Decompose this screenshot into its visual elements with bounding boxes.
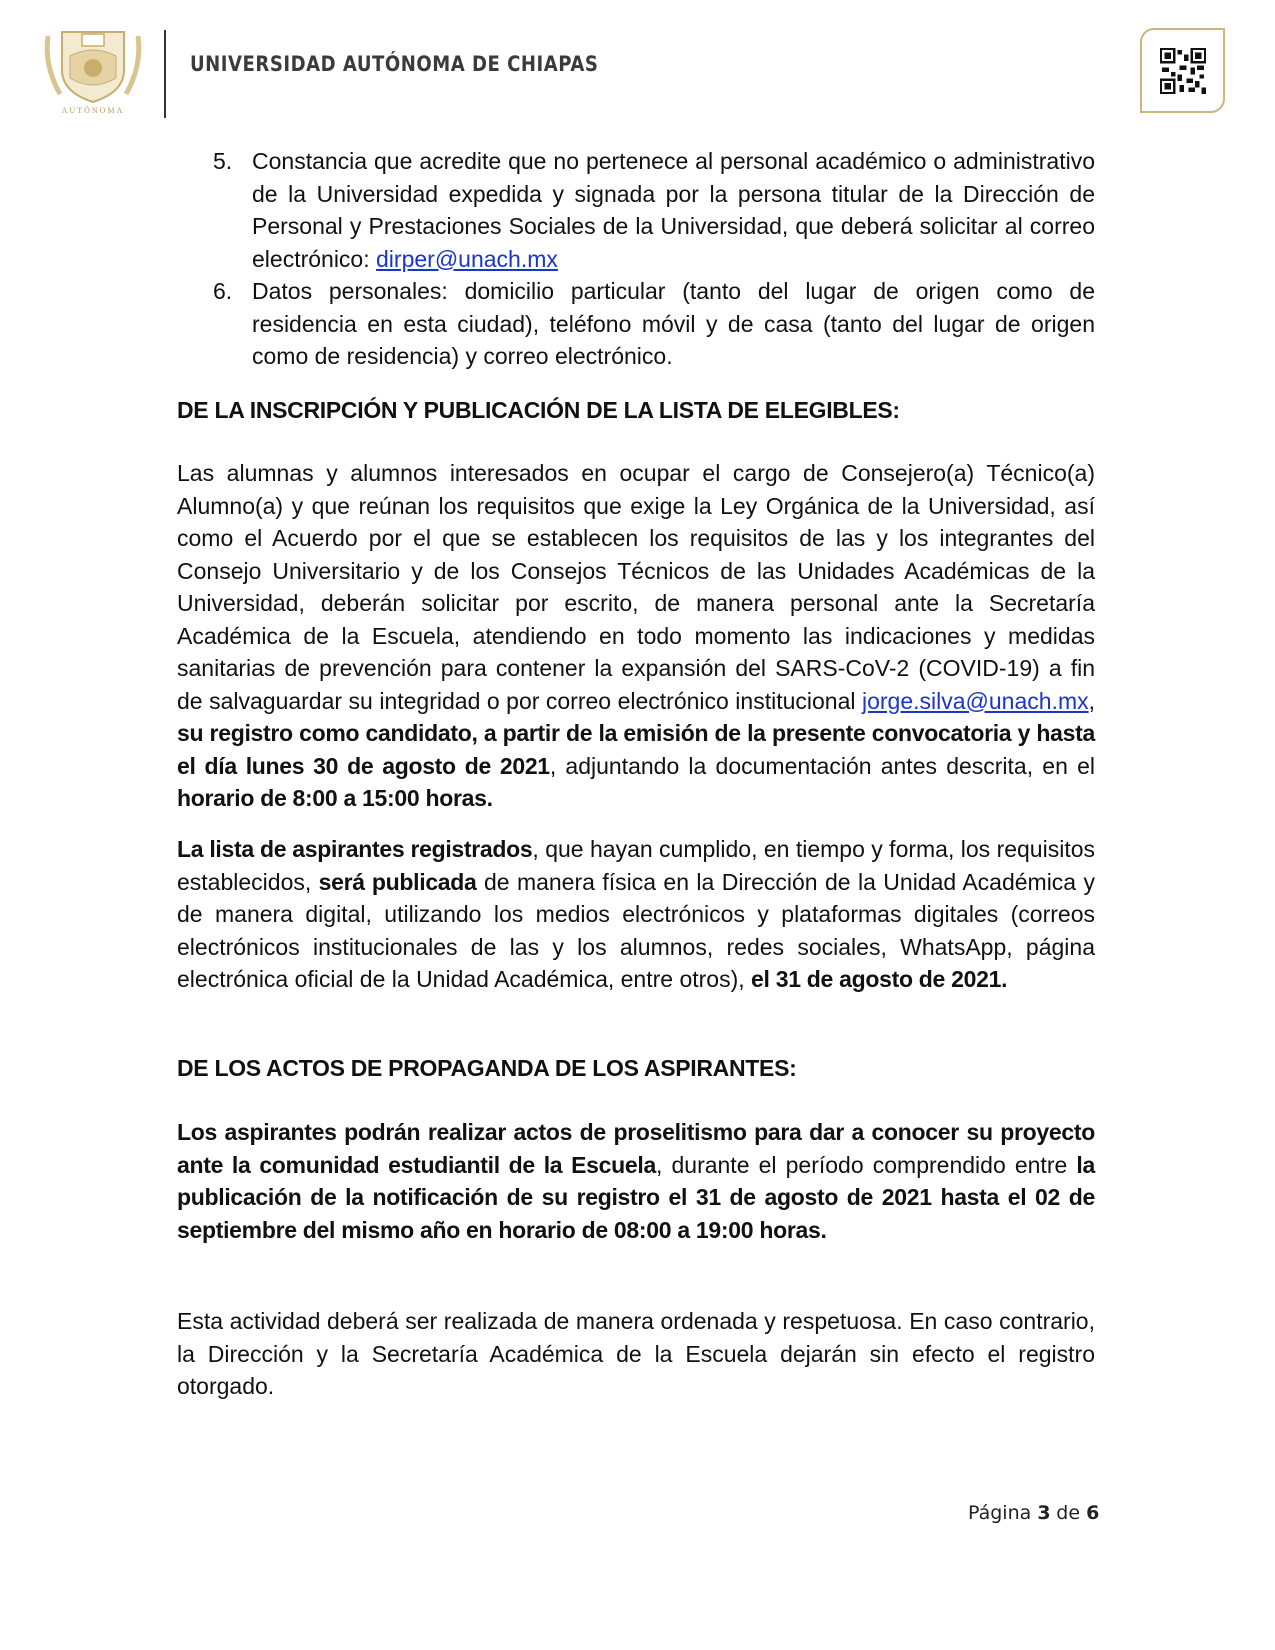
paragraph-text: , (1088, 687, 1095, 714)
page-word: Página (968, 1502, 1038, 1524)
requirements-list (177, 145, 1095, 373)
page-number (968, 1502, 1099, 1524)
page-header (0, 0, 1275, 125)
paragraph-text: , que hayan cumplido, en tiempo y forma, los requisitos establecidos, (177, 836, 1095, 895)
bold-text: el 31 de agosto de 2021. (751, 966, 1008, 992)
paragraph-text: , durante el período comprendido entre (655, 1151, 1077, 1178)
crest-word: AUTÓNOMA (61, 106, 125, 115)
qr-code-icon (1160, 48, 1206, 94)
page-total: 6 (1086, 1502, 1099, 1524)
university-name: UNIVERSIDAD AUTÓNOMA DE CHIAPAS (190, 52, 599, 76)
paragraph-text: Las alumnas y alumnos interesados en ocupar el cargo de Consejero(a) Técnico(a) Alumno(a) y que reúnan los requisitos que exige la Ley Orgánica de la Universidad, así como el Acuerdo por el que se establecen los requisitos de las y los integrantes del Consejo Universitario y de los Consejos Técnicos de las Unidades Académicas de la Universidad, deberán solicitar por escrito, de manera personal ante la Secretaría Académica de la Escuela, atendiendo en todo momento las indicaciones y medidas sanitarias de prevención para contener la expansión del SARS-CoV-2 (COVID-19) a fin de salvaguardar su integridad o por correo electrónico institucional (177, 460, 1095, 714)
page-of: de (1050, 1502, 1087, 1524)
page-current: 3 (1037, 1502, 1051, 1524)
list-number: 5. (213, 148, 233, 174)
bold-text: la publicación de la notificación de su registro el 31 de agosto de 2021 hasta el 02 de septiembre del mismo año en horario de 08:00 a 19:00 horas. (177, 1151, 1095, 1243)
list-item (177, 145, 1095, 275)
section-heading-inscription: DE LA INSCRIPCIÓN Y PUBLICACIÓN DE LA LISTA DE ELEGIBLES: (177, 397, 900, 423)
bold-text: será publicada (318, 868, 477, 895)
list-item (177, 275, 1095, 373)
section-heading-propaganda: DE LOS ACTOS DE PROPAGANDA DE LOS ASPIRANTES: (177, 1055, 797, 1081)
email-link-dirper[interactable]: dirper@unach.mx (376, 245, 558, 272)
unach-crest-icon (40, 26, 146, 120)
list-item-text: Datos personales: domicilio particular (tanto del lugar de origen como de residencia en esta ciudad), teléfono móvil y de casa (tanto del lugar de origen como de residencia) y correo electrónico. (252, 278, 1095, 369)
paragraph-conduct: Esta actividad deberá ser realizada de manera ordenada y respetuosa. En caso contrario, la Dirección y la Secretaría Académica de la Escuela dejarán sin efecto el registro otorgado. (177, 1308, 1095, 1399)
bold-text: Los aspirantes podrán realizar actos de proselitismo para dar a conocer su proyecto ante la comunidad estudiantil de la Escuela (177, 1119, 1095, 1178)
email-link-jorge[interactable]: jorge.silva@unach.mx (862, 687, 1089, 714)
paragraph-proselitism (177, 1116, 1095, 1246)
header-divider (164, 30, 166, 118)
list-number: 6. (213, 278, 233, 304)
paragraph-list-publication (177, 833, 1095, 996)
bold-text: su registro como candidato, a partir de la emisión de la presente convocatoria y hasta el día lunes 30 de agosto de 2021 (177, 720, 1095, 779)
paragraph-text: , adjuntando la documentación antes descrita, en el (549, 752, 1095, 779)
paragraph-inscription (177, 457, 1095, 815)
bold-text: horario de 8:00 a 15:00 horas. (177, 785, 493, 811)
bold-text: La lista de aspirantes registrados (177, 836, 533, 862)
list-item-text: Constancia que acredite que no pertenece al personal académico o administrativo de la Universidad expedida y signada por la persona titular de la Dirección de Personal y Prestaciones Sociales de la Universidad, que deberá solicitar al correo electrónico: (252, 148, 1095, 272)
qr-frame (1140, 28, 1225, 113)
paragraph-text: de manera física en la Dirección de la Unidad Académica y de manera digital, utilizando los medios electrónicos y plataformas digitales (correos electrónicos institucionales de las y los alumnos, redes sociales, WhatsApp, página electrónica oficial de la Unidad Académica, entre otros), (177, 868, 1095, 992)
